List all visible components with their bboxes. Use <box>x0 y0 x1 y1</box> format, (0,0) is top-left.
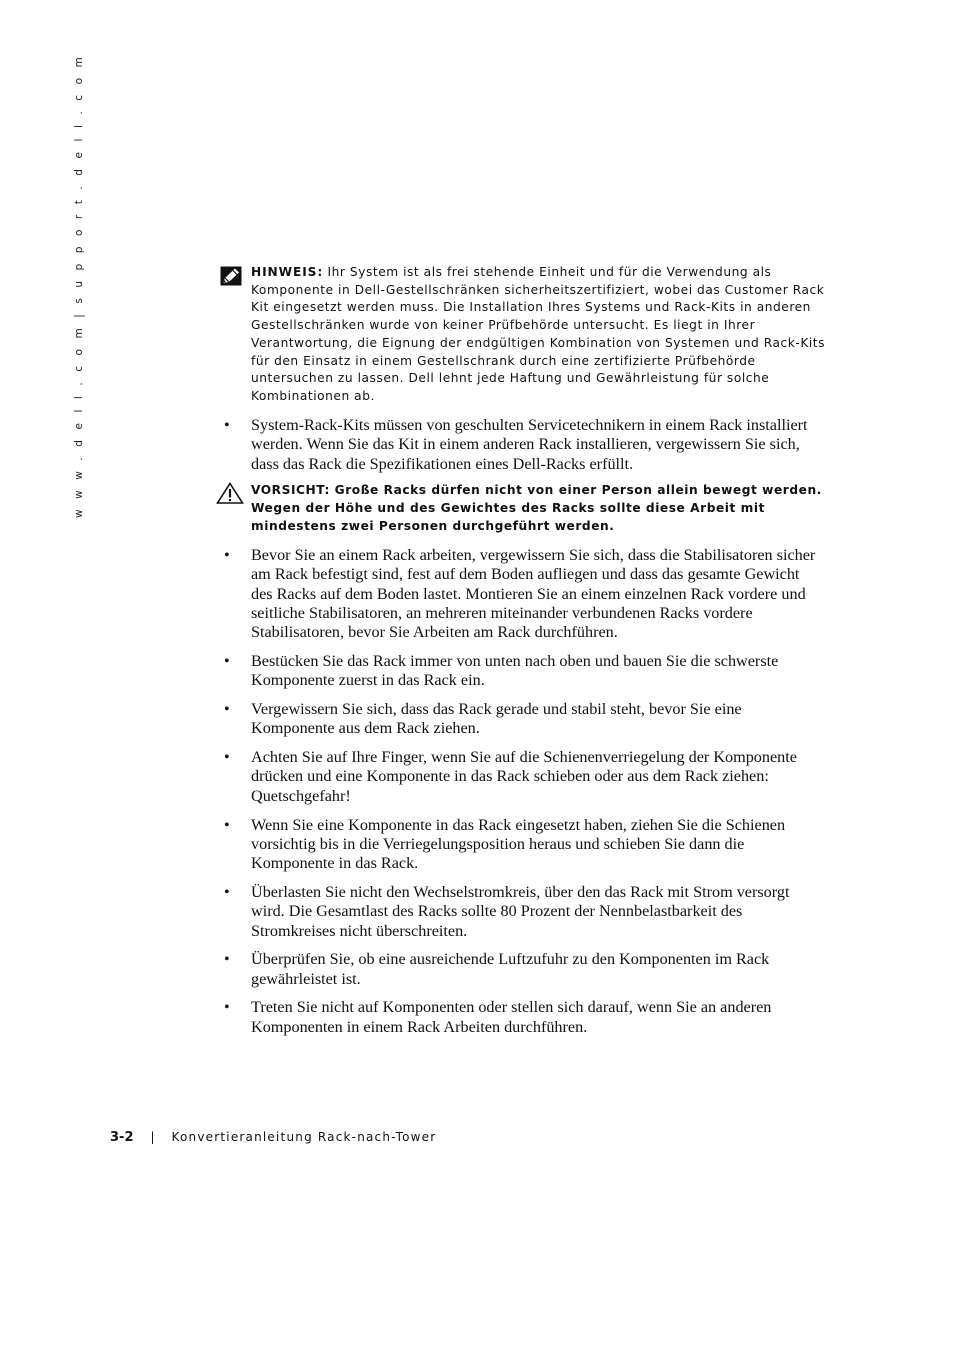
caution-text: VORSICHT: Große Racks dürfen nicht von einer Person allein bewegt werden. Wegen der Höhe und des Gewichtes des Racks sollte diese Arbeit mit mindestens zwei Personen durchgeführt werden. <box>251 483 822 533</box>
footer-separator: | <box>150 1130 155 1144</box>
bullet-list-rack-safety <box>224 546 824 1047</box>
list-item <box>224 950 824 989</box>
list-item <box>224 883 824 941</box>
list-item-text: Vergewissern Sie sich, dass das Rack gerade und stabil steht, bevor Sie eine Komponente aus dem Rack ziehen. <box>251 700 742 738</box>
list-item-text: Überlasten Sie nicht den Wechselstromkreis, über den das Rack mit Strom versorgt wird. Die Gesamtlast des Racks sollte 80 Prozent der Nennbelastbarkeit des Stromkreises nicht überschreiten. <box>251 882 790 940</box>
note-pencil-icon <box>220 266 242 286</box>
caution-block <box>216 482 828 535</box>
bullet-symbol: • <box>224 651 230 670</box>
bullet-symbol: • <box>224 998 230 1017</box>
note-label: HINWEIS: <box>251 265 324 279</box>
list-item <box>224 748 824 806</box>
page-footer <box>110 1130 436 1145</box>
bullet-symbol: • <box>224 882 230 901</box>
bullet-symbol: • <box>224 815 230 834</box>
side-website-url: w w w . d e l l . c o m | s u p p o r t . d e l l . c o m <box>73 53 85 518</box>
list-item-text: Achten Sie auf Ihre Finger, wenn Sie auf die Schienenverriegelung der Komponente drücken und eine Komponente in das Rack schieben oder aus dem Rack ziehen: Quetschgefahr! <box>251 748 797 805</box>
page-number: 3-2 <box>110 1130 134 1145</box>
list-item-text: Wenn Sie eine Komponente in das Rack eingesetzt haben, ziehen Sie die Schienen vorsichtig bis in die Verriegelungsposition heraus und schieben Sie dann die Komponente in das Rack. <box>251 815 786 873</box>
list-item-text: Überprüfen Sie, ob eine ausreichende Luftzufuhr zu den Komponenten im Rack gewährleistet ist. <box>251 950 770 988</box>
list-item <box>224 700 824 739</box>
bullet-symbol: • <box>224 416 230 434</box>
list-item <box>224 998 824 1037</box>
bullet-symbol: • <box>224 950 230 969</box>
bullet-symbol: • <box>224 748 230 767</box>
note-block <box>218 264 828 406</box>
list-item-text: System-Rack-Kits müssen von geschulten Servicetechnikern in einem Rack installiert werden. Wenn Sie das Kit in einem anderen Rack installieren, vergewissern Sie sich, dass das Rack die Spezifikationen eines Dell-Racks erfüllt. <box>251 416 808 473</box>
list-item <box>224 546 824 642</box>
list-item-text: Bestücken Sie das Rack immer von unten nach oben und bauen Sie die schwerste Komponente zuerst in das Rack ein. <box>251 651 779 690</box>
list-item <box>224 816 824 874</box>
list-item-text: Treten Sie nicht auf Komponenten oder stellen sich darauf, wenn Sie an anderen Komponenten in einem Rack Arbeiten durchführen. <box>251 998 772 1036</box>
warning-triangle-icon <box>216 482 244 504</box>
bullet-list-system-rack <box>224 416 824 483</box>
list-item <box>224 416 824 474</box>
list-item-text: Bevor Sie an einem Rack arbeiten, vergewissern Sie sich, dass die Stabilisatoren sicher am Rack befestigt sind, fest auf dem Boden aufliegen und dass das gesamte Gewicht des Racks auf dem Boden lastet. Montieren Sie an einem einzelnen Rack vordere und seitliche Stabilisatoren, an mehreren miteinander verbundenen Racks vordere Stabilisatoren, bevor Sie Arbeiten am Rack durchführen. <box>251 546 816 642</box>
footer-title: Konvertieranleitung Rack-nach-Tower <box>171 1130 437 1144</box>
note-body: Ihr System ist als frei stehende Einheit und für die Verwendung als Komponente in Dell-Gestellschränken sicherheitszertifiziert, wobei das Customer Rack Kit eingesetzt werden muss. Die Installation Ihres Systems und Rack-Kits in anderen Gestellschränken wurde von keiner Prüfbehörde untersucht. Es liegt in Ihrer Verantwortung, die Eignung der endgültigen Kombination von Systemen und Rack-Kits für den Einsatz in einem Gestellschrank durch eine zertifizierte Prüfbehörde untersuchen zu lassen. Dell lehnt jede Haftung und Gewährleistung für solche Kombinationen ab. <box>251 265 826 403</box>
list-item <box>224 652 824 691</box>
bullet-symbol: • <box>224 700 230 719</box>
note-text <box>251 264 828 406</box>
bullet-symbol: • <box>224 546 230 564</box>
